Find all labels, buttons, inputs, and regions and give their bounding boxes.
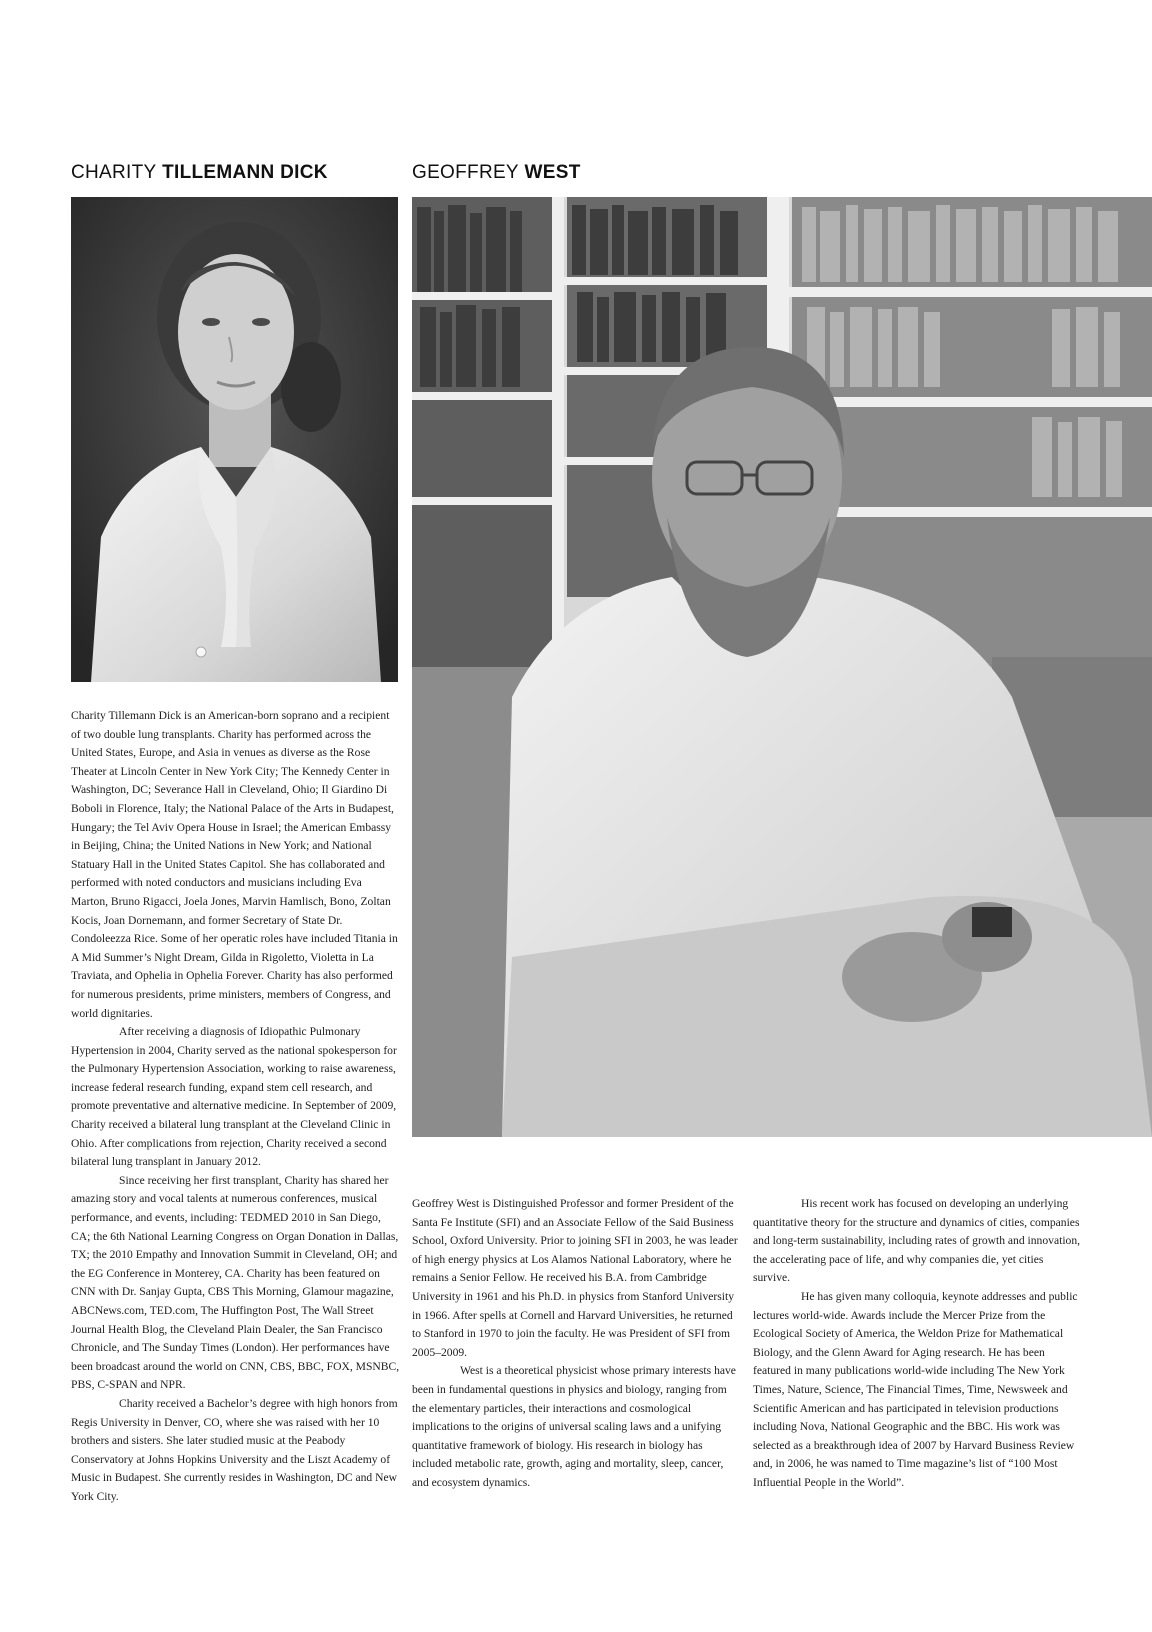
right-last-name: WEST <box>524 162 581 183</box>
bio-paragraph: After receiving a diagnosis of Idiopathic Pulmonary Hypertension in 2004, Charity served as the national spokesperson for the Pulmonary Hypertension Association, working to raise awareness, increase federal research funding, expand stem cell research, and promote preventative and alternative medicine. In September of 2009, Charity received a bilateral lung transplant at the Cleveland Clinic in Ohio. After complications from rejection, Charity received a second bilateral lung transplant in January 2012. <box>71 1025 397 1169</box>
left-profile-heading <box>71 162 328 184</box>
bio-paragraph: Charity Tillemann Dick is an American-born soprano and a recipient of two double lung transplants. Charity has performed across the United States, Europe, and Asia in venues as diverse as the Rose Theater at Lincoln Center in New York City; The Kennedy Center in Washington, DC; Severance Hall in Cleveland, Ohio; Il Giardino Di Boboli in Florence, Italy; the National Palace of the Arts in Budapest, Hungary; the Tel Aviv Opera House in Israel; the American Embassy in Beijing, China; the United Nations in New York; and National Statuary Hall in the United States Capitol. She has collaborated and performed with noted conductors and musicians including Eva Marton, Bruno Rigacci, Joela Jones, Marvin Hamlisch, Bono, Zoltan Kocis, Joan Dornemann, and former Secretary of State Dr. Condoleezza Rice. Some of her operatic roles have included Titania in A Mid Summer’s Night Dream, Gilda in Rigoletto, Violetta in La Traviata, and Ophelia in Ophelia Forever. Charity has also performed for numerous presidents, prime ministers, members of Congress, and world dignitaries. <box>71 709 398 1020</box>
right-first-name: GEOFFREY <box>412 162 519 183</box>
portrait-illustration <box>412 197 1152 1137</box>
bio-paragraph: West is a theoretical physicist whose primary interests have been in fundamental questions in physics and biology, ranging from the elementary particles, their interactions and cosmological implications to the origins of universal scaling laws and a unifying quantitative framework of biology. His research in biology has included metabolic rate, growth, aging and mortality, sleep, cancer, and ecosystem dynamics. <box>412 1364 736 1489</box>
right-profile-bio-column-2 <box>753 1195 1083 1493</box>
right-profile-bio-column-1 <box>412 1195 742 1493</box>
bio-paragraph: Charity received a Bachelor’s degree with high honors from Regis University in Denver, CO, where she was raised with her 10 brothers and sisters. She later studied music at the Peabody Conservatory at Johns Hopkins University and the Liszt Academy of Music in Budapest. She currently resides in Washington, DC and New York City. <box>71 1396 398 1503</box>
left-portrait-photo <box>71 197 398 682</box>
bio-paragraph: Geoffrey West is Distinguished Professor and former President of the Santa Fe Institute (SFI) and an Associate Fellow of the Said Business School, Oxford University. Prior to joining SFI in 2003, he was leader of high energy physics at Los Alamos National Laboratory, where he remains a Senior Fellow. He received his B.A. from Cambridge University in 1961 and his Ph.D. in physics from Stanford University in 1966. After spells at Cornell and Harvard Universities, he returned to Stanford in 1970 to join the faculty. He was President of SFI from 2005–2009. <box>412 1197 738 1359</box>
left-profile-bio <box>71 707 401 1507</box>
bio-paragraph: He has given many colloquia, keynote addresses and public lectures world-wide. Awards include the Mercer Prize from the Ecological Society of America, the Weldon Prize for Mathematical Biology, and the Glenn Award for Aging research. He has been featured in many publications world-wide including The New York Times, Nature, Science, The Financial Times, Time, Newsweek and Scientific American and has participated in television productions including Nova, National Geographic and the BBC. His work was selected as a breakthrough idea of 2007 by Harvard Business Review and, in 2006, he was named to Time magazine’s list of “100 Most Influential People in the World”. <box>753 1289 1078 1489</box>
bio-paragraph: Since receiving her first transplant, Charity has shared her amazing story and vocal talents at numerous conferences, musical performance, and events, including: TEDMED 2010 in San Diego, CA; the 6th National Learning Congress on Organ Donation in Dallas, TX; the 2010 Empathy and Innovation Summit in Cleveland, OH; and the EG Conference in Monterey, CA. Charity has been featured on CNN with Dr. Sanjay Gupta, CBS This Morning, Glamour magazine, ABCNews.com, TED.com, The Huffington Post, The Wall Street Journal Health Blog, the Cleveland Plain Dealer, the San Francisco Chronicle, and The Sunday Times (London). Her performances have been broadcast around the world on CNN, CBS, BBC, FOX, MSNBC, PBS, C-SPAN and NPR. <box>71 1173 400 1392</box>
right-portrait-photo <box>412 197 1152 1137</box>
left-last-name: TILLEMANN DICK <box>162 162 328 183</box>
left-first-name: CHARITY <box>71 162 157 183</box>
portrait-illustration <box>71 197 398 682</box>
right-profile-heading <box>412 162 581 184</box>
bio-paragraph: His recent work has focused on developing an underlying quantitative theory for the structure and dynamics of cities, companies and long-term sustainability, including rates of growth and innovation, the accelerating pace of life, and why companies die, yet cities survive. <box>753 1197 1081 1285</box>
